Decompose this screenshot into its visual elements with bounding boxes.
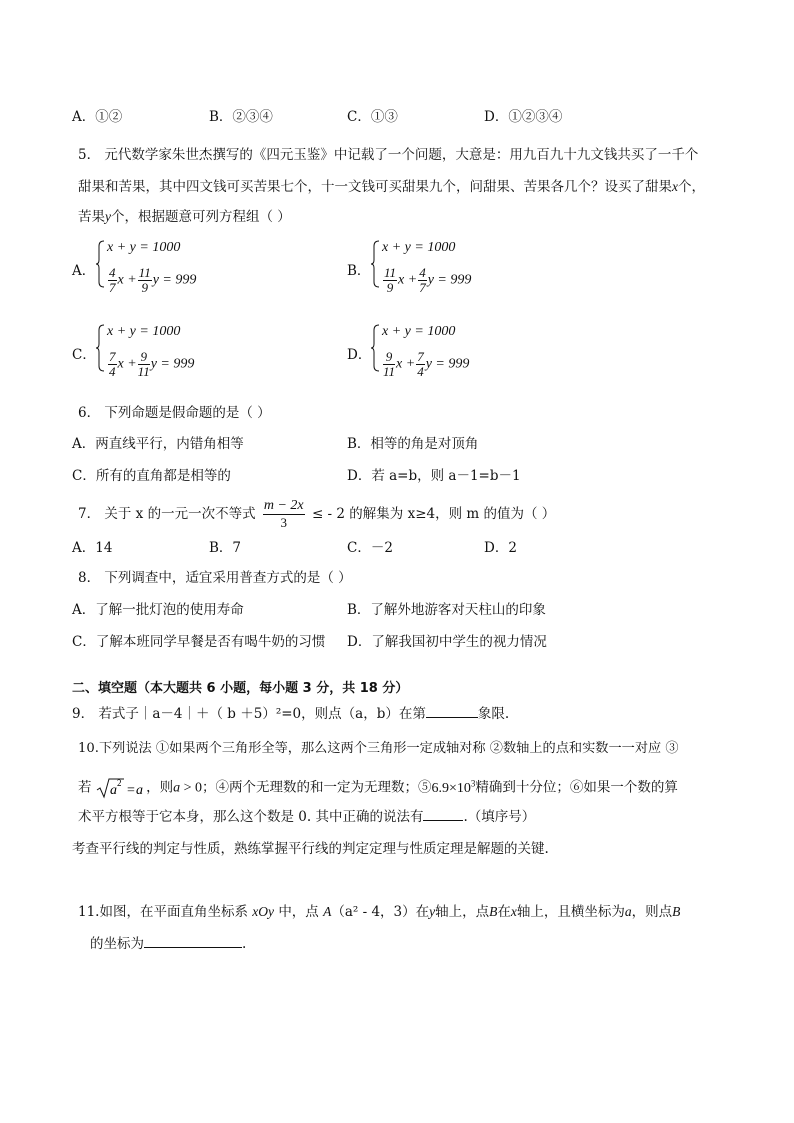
q6-option-a: A．两直线平行，内错角相等 xyxy=(72,436,244,452)
brace-icon xyxy=(370,240,380,288)
brace-icon xyxy=(370,324,380,372)
svg-text:=: = xyxy=(126,783,135,799)
q5-option-a-label: A． xyxy=(72,263,96,279)
q4-option-d: D．①②③④ xyxy=(484,109,563,125)
q5-d-eq2: $\frac{9}{11}$ x + $\frac{7}{4}$ y = 999 xyxy=(383,349,470,379)
q5-option-b-label: B． xyxy=(347,263,371,279)
q7-stem: 7． 关于 x 的一元一次不等式 $\frac{m - 2x}{3}$ ≤ - 2 的解集为 x≥4，则 m 的值为（ ） xyxy=(78,498,556,530)
q5-c-eq2: $\frac{7}{4}$ x + $\frac{9}{11}$ y = 999 xyxy=(109,349,195,379)
q10-answer-blank[interactable] xyxy=(423,808,463,821)
q5-b-eq2: $\frac{11}{9}$ x + $\frac{4}{7}$ y = 999 xyxy=(384,265,472,295)
q5-c-eq1: x + y = 1000 xyxy=(107,324,181,339)
q6-stem: 6． 下列命题是假命题的是（ ） xyxy=(78,405,271,421)
q7-option-a: A．14 xyxy=(72,540,113,556)
sqrt-expression xyxy=(96,777,142,799)
q8-stem: 8． 下列调查中，适宜采用普查方式的是（ ） xyxy=(78,570,352,586)
q5-a-eq2: $\frac{4}{7}$ x + $\frac{11}{9}$ y = 999 xyxy=(109,265,197,295)
q5-option-a-system xyxy=(95,240,295,295)
q5-stem-line2: 甜果和苦果，其中四文钱可买苦果七个，十一文钱可买甜果九个，问甜果、苦果各几个？设买了甜果x个， xyxy=(78,179,705,195)
section-heading-fill-in: 二、填空题（本大题共 6 小题，每小题 3 分，共 18 分） xyxy=(72,681,409,696)
q5-option-c-label: C． xyxy=(72,347,96,363)
q5-option-d-label: D． xyxy=(347,347,372,363)
solution-note: 考查平行线的判定与性质，熟练掌握平行线的判定定理与性质定理是解题的关键. xyxy=(72,841,549,857)
q8-option-b: B．了解外地游客对天柱山的印象 xyxy=(347,602,546,618)
q8-option-a: A．了解一批灯泡的使用寿命 xyxy=(72,602,244,618)
q4-option-c: C．①③ xyxy=(347,109,398,125)
q9-stem: 9． 若式子｜a－4｜＋（ b ＋5）²=0，则点（a，b）在第 象限. xyxy=(72,706,510,722)
q10-line3: 术平方根等于它本身，那么这个数是 0. 其中正确的说法有 .（填序号） xyxy=(78,809,536,825)
q8-option-d: D．了解我国初中学生的视力情况 xyxy=(347,634,547,650)
brace-icon xyxy=(95,240,105,288)
q5-option-c-system xyxy=(95,324,295,379)
q6-option-d: D．若 a=b，则 a－1=b－1 xyxy=(347,468,521,484)
q8-option-c: C．了解本班同学早餐是否有喝牛奶的习惯 xyxy=(72,634,326,650)
q7-option-c: C．－2 xyxy=(347,540,393,556)
svg-text:2: 2 xyxy=(116,778,122,789)
q5-option-b-system xyxy=(370,240,570,295)
q5-stem-line3: 苦果y个，根据题意可列方程组（ ） xyxy=(78,209,291,225)
q4-option-b: B．②③④ xyxy=(209,109,273,125)
q7-option-d: D．2 xyxy=(484,540,517,556)
q6-option-c: C．所有的直角都是相等的 xyxy=(72,468,231,484)
q11-line1: 11.如图，在平面直角坐标系 xOy 中，点 A（a² - 4，3）在y轴上，点B在x轴上，且横坐标为a，则点B xyxy=(78,904,681,920)
q9-answer-blank[interactable] xyxy=(426,705,478,718)
brace-icon xyxy=(95,324,105,372)
q5-b-eq1: x + y = 1000 xyxy=(382,240,456,255)
q5-a-eq1: x + y = 1000 xyxy=(107,240,181,255)
q5-d-eq1: x + y = 1000 xyxy=(382,324,456,339)
q5-option-d-system xyxy=(370,324,570,379)
q6-option-b: B．相等的角是对顶角 xyxy=(347,436,479,452)
q11-answer-blank[interactable] xyxy=(144,935,242,948)
q11-line2: 的坐标为 . xyxy=(90,936,247,952)
svg-text:a: a xyxy=(109,783,117,799)
q10-line1: 10.下列说法 ①如果两个三角形全等，那么这两个三角形一定成轴对称 ②数轴上的点和实数一一对应 ③ xyxy=(78,741,679,756)
q5-stem-line1: 5． 元代数学家朱世杰撰写的《四元玉鉴》中记载了一个问题，大意是：用九百九十九文钱共买了一千个 xyxy=(78,147,699,163)
q4-option-a: A．①② xyxy=(72,109,123,125)
q10-line2: 若 a 2 = a ，则a > 0；④两个无理数的和一定为无理数；$⑤6.9\times 10^3$精确到十分位；⑥如果一个数的算 xyxy=(78,778,678,799)
q7-option-b: B．7 xyxy=(209,540,242,556)
svg-text:a: a xyxy=(135,783,143,799)
